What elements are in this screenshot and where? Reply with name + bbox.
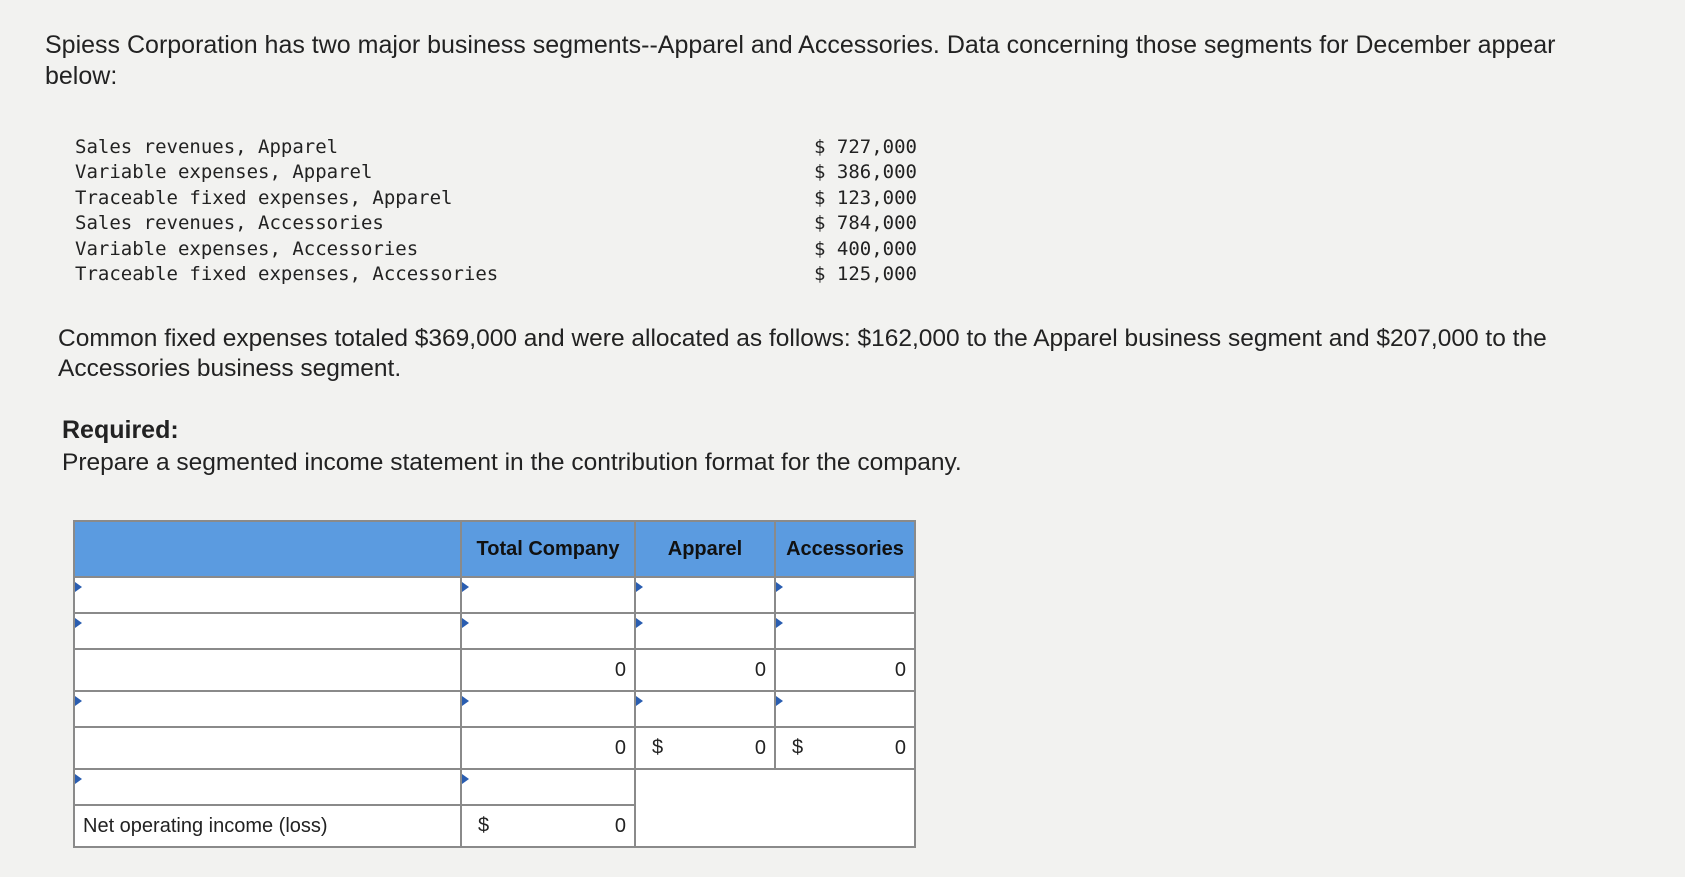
apparel-input[interactable] [635,613,775,649]
table-header-row [74,521,915,577]
total-input[interactable] [461,577,635,613]
net-operating-income-label: Net operating income (loss) [74,805,461,847]
apparel-input[interactable] [635,577,775,613]
header-accessories: Accessories [775,521,915,577]
data-row [75,185,925,211]
segment-data-list [75,134,925,287]
accessories-input[interactable] [775,613,915,649]
total-input[interactable] [461,691,635,727]
total-value: 0 [461,649,635,691]
data-label: Variable expenses, Accessories [75,237,419,260]
data-amount: $ 386,000 [814,161,917,184]
accessories-value: 0 [775,649,915,691]
currency-symbol: $ [652,736,664,759]
accessories-amount: 0 [894,736,906,759]
data-amount: $ 784,000 [814,212,917,235]
accessories-value [775,727,915,769]
header-apparel: Apparel [635,521,775,577]
data-amount: $ 727,000 [814,135,917,158]
row-label-blank [74,727,461,769]
net-operating-income-amount: 0 [614,814,626,837]
accessories-input[interactable] [775,691,915,727]
data-label: Traceable fixed expenses, Apparel [75,186,453,209]
segmented-income-statement [73,520,916,848]
currency-symbol: $ [478,814,490,837]
apparel-value: 0 [635,649,775,691]
data-row [75,160,925,186]
table-row [74,769,915,805]
common-fixed-expenses-text: Common fixed expenses totaled $369,000 and were allocated as follows: $162,000 to the Apparel business segment and $207,000 to the Accessories business segment. [58,325,1547,382]
accessories-input[interactable] [775,577,915,613]
header-total-company: Total Company [461,521,635,577]
problem-intro: Spiess Corporation has two major business segments--Apparel and Accessories. Data concerning those segments for December appear below: [45,31,1556,90]
table-row [74,727,915,769]
data-row [75,211,925,237]
header-blank [74,521,461,577]
table-row [74,649,915,691]
apparel-value [635,727,775,769]
total-input[interactable] [461,613,635,649]
total-value: 0 [461,727,635,769]
row-label-input[interactable] [74,691,461,727]
apparel-amount: 0 [754,736,766,759]
data-row [75,236,925,262]
row-label-input[interactable] [74,577,461,613]
row-label-blank [74,649,461,691]
data-row [75,134,925,160]
data-amount: $ 400,000 [814,237,917,260]
data-label: Sales revenues, Accessories [75,212,384,235]
data-label: Variable expenses, Apparel [75,161,373,184]
table-row [74,691,915,727]
net-operating-income-total [461,805,635,847]
data-label: Traceable fixed expenses, Accessories [75,263,499,286]
required-heading: Required: [62,416,179,444]
total-input[interactable] [461,769,635,805]
currency-symbol: $ [792,736,804,759]
required-instructions: Prepare a segmented income statement in the contribution format for the company. [62,449,962,476]
table-row [74,577,915,613]
data-amount: $ 125,000 [814,263,917,286]
row-label-input[interactable] [74,613,461,649]
row-label-input[interactable] [74,769,461,805]
apparel-input[interactable] [635,691,775,727]
empty-area [635,769,915,847]
table-row [74,613,915,649]
data-row [75,262,925,288]
data-amount: $ 123,000 [814,186,917,209]
data-label: Sales revenues, Apparel [75,135,339,158]
